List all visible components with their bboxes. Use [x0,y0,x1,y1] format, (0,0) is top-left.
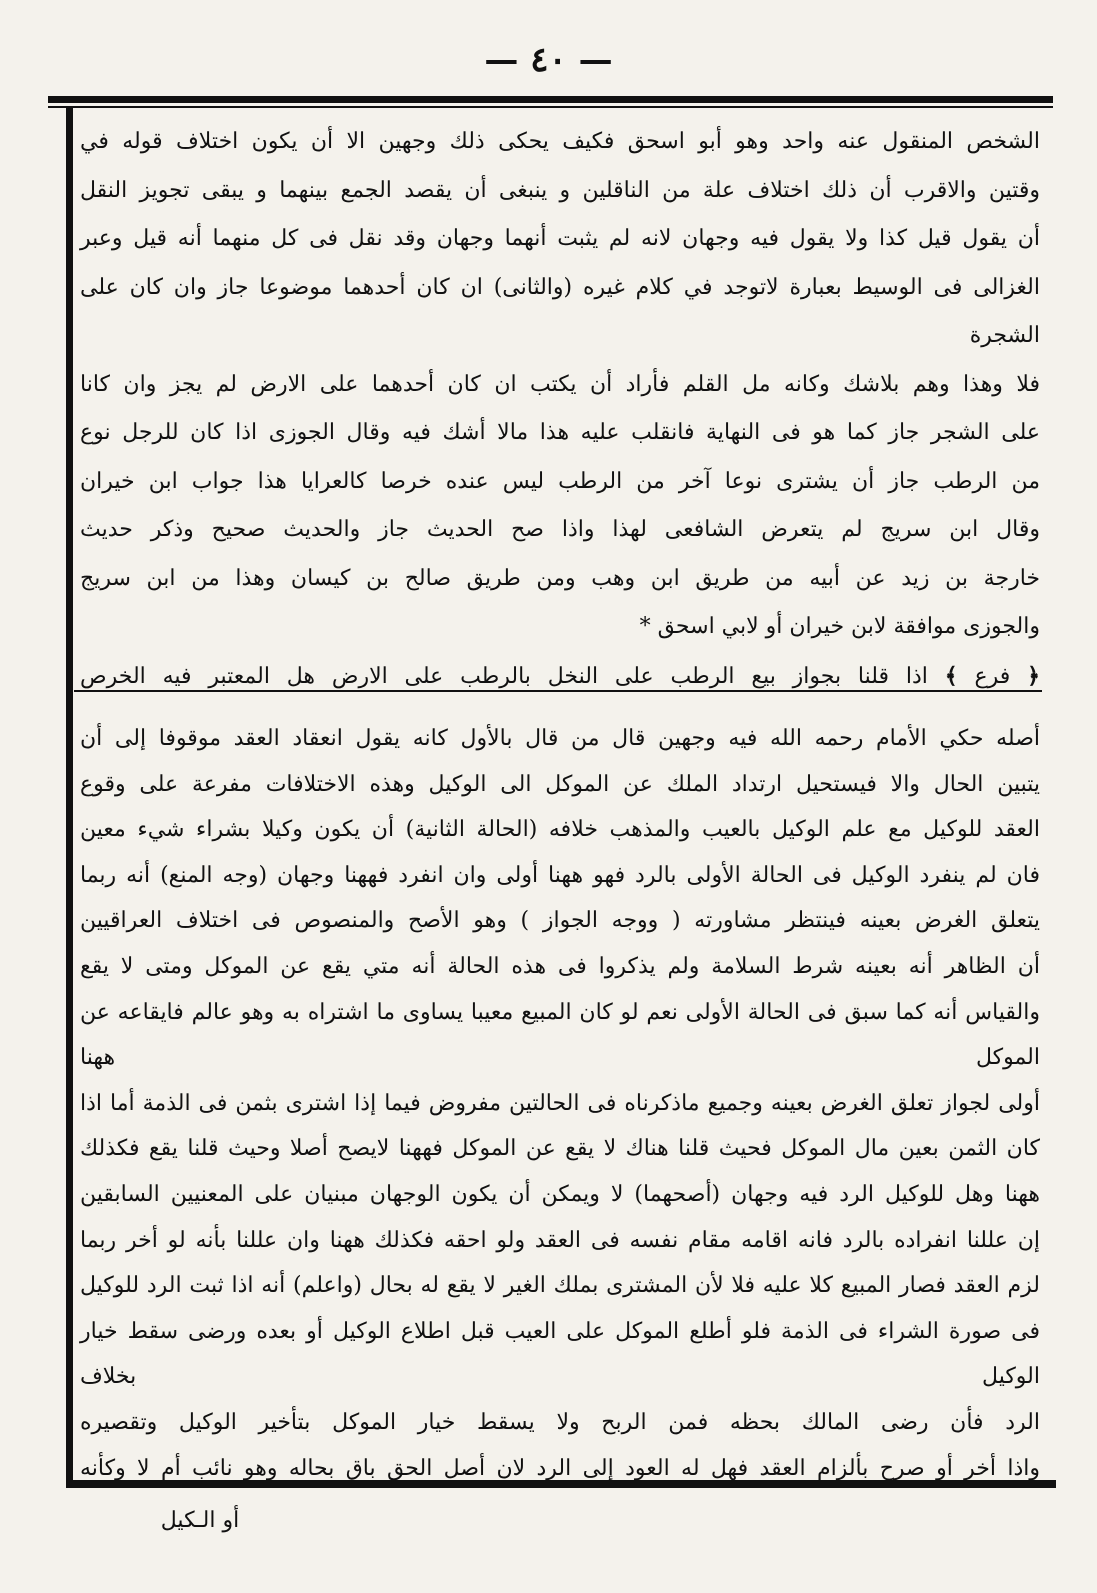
commentary-line: فلا وهذا وهم بلاشك وكانه مل القلم فأراد أن يكتب ان كان أحدهما على الارض لم يجز وان كانا [80,371,1040,397]
commentary-line: وقتين والاقرب أن ذلك اختلاف علة من الناقلين و ينبغى أن يقصد الجمع بينهما و يبقى تجويز النقل [80,177,1040,203]
top-rule [48,96,1053,103]
top-rule-thin [48,106,1053,108]
main-line: فى صورة الشراء فى الذمة فلو أطلع الموكل على العيب قبل اطلاع الوكيل أو بعده ورضى سقط خيار الوكيل بخلاف [80,1318,1040,1390]
commentary-line: خارجة بن زيد عن أبيه من طريق ابن وهب ومن طريق صالح بن كيسان وهذا من ابن سريج [80,565,1040,591]
catchword: أو الـكيل [160,1508,240,1533]
heading-text: اذا قلنا بجواز بيع الرطب على النخل بالرطب على الارض هل المعتبر فيه الخرص [80,663,928,689]
main-line: يتعلق الغرض بعينه فينتظر مشاورته ( ووجه الجواز ) وهو الأصح والمنصوص فى اختلاف العراقيين [80,908,1040,934]
commentary-line: من الرطب جاز أن يشترى نوعا آخر من الرطب ليس عنده خرصا كالعرايا هذا جواب ابن خيران [80,468,1040,494]
page-number: — ٤٠ — [484,40,613,80]
commentary-line: الشخص المنقول عنه واحد وهو أبو اسحق فكيف يحكى ذلك وجهين الا أن يكون اختلاف قوله في [80,129,1040,154]
main-line: ههنا وهل للوكيل الرد فيه وجهان (أصحهما) لا ويمكن أن يكون الوجهان مبنيان على المعنيين السابقين [80,1181,1040,1207]
section-divider [74,690,1042,692]
left-border-rule [66,108,73,1483]
main-line: أصله حكي الأمام رحمه الله فيه وجهين قال من قال بالأول كانه يقول انعقاد العقد موقوفا إلى أن [80,726,1040,751]
main-text-block [80,716,1040,1491]
commentary-block [80,118,1040,701]
commentary-line: على الشجر جاز كما هو فى النهاية فانقلب عليه هذا مالا أشك فيه وقال الجوزى اذا كان للرجل نوع [80,420,1040,445]
main-line: واذا أخر أو صرح بألزام العقد فهل له العود إلى الرد لان أصل الحق باق بحاله وهو نائب أم لا وكأنه [80,1455,1040,1481]
heading-close-bracket: ﴾ [944,662,958,689]
section-heading [80,652,1040,702]
heading-label: فرع [974,663,1011,689]
commentary-line: أن يقول قيل كذا ولا يقول فيه وجهان لانه لم يثبت أنهما وجهان وقد نقل فى كل منهما أنه قيل وعبر [80,226,1040,251]
main-line: لزم العقد فصار المبيع كلا عليه فلا لأن المشترى بملك الغير لا يقع له بحال (واعلم) أنه اذا ثبت الرد للوكيل [80,1273,1040,1299]
bottom-rule [66,1480,1056,1488]
main-line: كان الثمن بعين مال الموكل فحيث قلنا هناك لا يقع عن الموكل فههنا لايصح أصلا وحيث قلنا يقع فكذلك [80,1136,1040,1162]
main-line: إن عللنا انفراده بالرد فانه اقامه مقام نفسه فى العقد ولو احقه فكذلك ههنا وان عللنا بأنه لو أخر ربما [80,1227,1040,1253]
main-line: والقياس أنه كما سبق فى الحالة الأولى نعم لو كان المبيع معيبا يساوى ما اشتراه به وهو عالم فايقاعه عن الموكل ههنا [80,999,1040,1071]
main-line: فان لم ينفرد الوكيل فى الحالة الأولى بالرد فهو ههنا أولى وان انفرد فههنا وجهان (وجه المنع) أنه ربما [80,862,1040,888]
main-line: أن الظاهر أنه بعينه شرط السلامة ولم يذكروا فى هذه الحالة أنه متي يقع عن الموكل ومتى لا يقع [80,953,1040,979]
heading-open-bracket: ﴿ [1027,662,1041,689]
main-line: الرد فأن رضى المالك بحظه فمن الربح ولا يسقط خيار الموكل بتأخير الوكيل وتقصيره [80,1409,1040,1435]
commentary-line: والجوزى موافقة لابن خيران أو لابي اسحق * [639,614,1040,639]
commentary-line: وقال ابن سريج لم يتعرض الشافعى لهذا واذا صح الحديث جاز والحديث صحيح وذكر حديث [80,517,1040,542]
main-line: يتبين الحال والا فيستحيل ارتداد الملك عن الموكل الى الوكيل وهذه الاختلافات مفرعة على وقوع [80,771,1040,797]
main-line: أولى لجواز تعلق الغرض بعينه وجميع ماذكرناه فى الحالتين مفروض فيما إذا اشترى بثمن فى الذمة أما اذا [80,1090,1040,1116]
commentary-line: الغزالى فى الوسيط بعبارة لاتوجد في كلام غيره (والثانى) ان كان أحدهما موضوعا جاز وان كان على الشجرة [80,274,1040,348]
main-line: العقد للوكيل مع علم الوكيل بالعيب والمذهب خلافه (الحالة الثانية) أن يكون وكيلا بشراء شيء معين [80,817,1040,843]
